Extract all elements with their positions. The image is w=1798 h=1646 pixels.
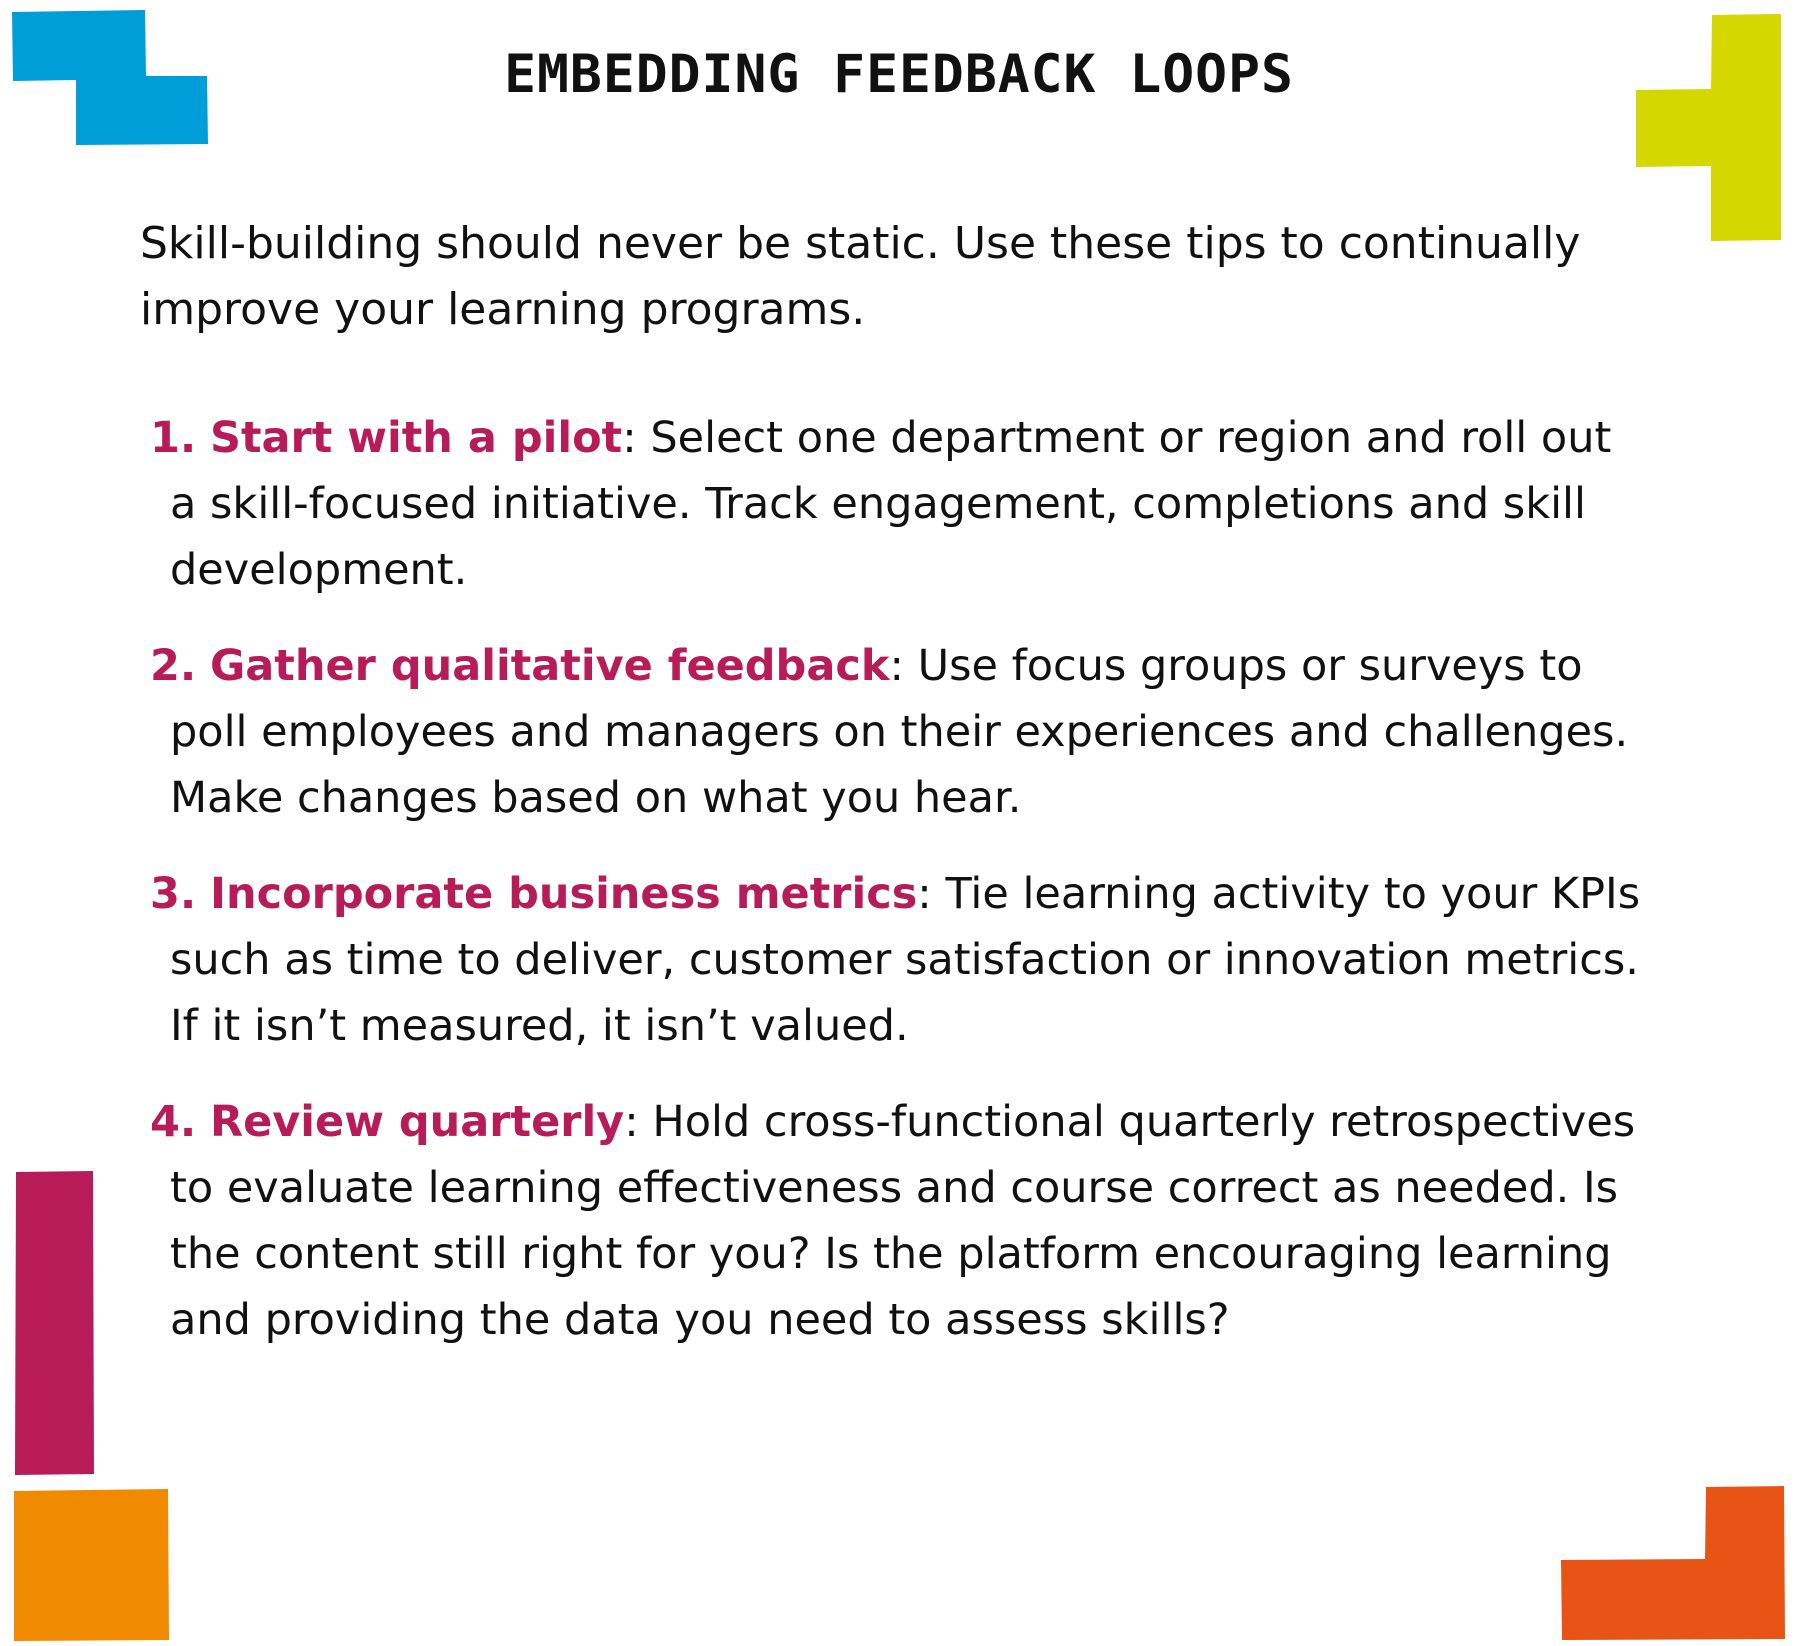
tip-number: 2. <box>150 641 197 691</box>
tip-text <box>170 1089 1650 1353</box>
page-title: EMBEDDING FEEDBACK LOOPS <box>504 44 1294 105</box>
tip-body: : Use focus groups or surveys to poll employees and managers on their experiences and challenges. Make changes based on what you hear. <box>170 641 1629 823</box>
tip-number: 3. <box>150 869 197 919</box>
orange-block-shape <box>14 1489 169 1641</box>
tip-item <box>150 405 1650 603</box>
tip-body: : Select one department or region and roll out a skill-focused initiative. Track engagement, completions and skill development. <box>170 413 1612 595</box>
tip-text <box>170 405 1650 603</box>
tip-number: 4. <box>150 1097 197 1147</box>
tip-text <box>170 861 1650 1059</box>
tip-heading: Review quarterly <box>210 1097 625 1147</box>
tip-item <box>150 633 1650 831</box>
tip-heading: Incorporate business metrics <box>210 869 918 919</box>
tip-heading: Gather qualitative feedback <box>210 641 890 691</box>
tips-list <box>150 405 1650 1383</box>
tip-body: : Tie learning activity to your KPIs such as time to deliver, customer satisfaction or innovation metrics. If it isn’t measured, it isn’t valued. <box>170 869 1641 1051</box>
intro-paragraph: Skill-building should never be static. Use these tips to continually improve your learning programs. <box>140 218 1581 335</box>
tip-item <box>150 861 1650 1059</box>
tip-item <box>150 1089 1650 1353</box>
red-orange-corner-shape <box>1561 1486 1785 1640</box>
magenta-bar-shape <box>15 1171 94 1475</box>
tip-text <box>170 633 1650 831</box>
tip-body: : Hold cross-functional quarterly retrospectives to evaluate learning effectiveness and course correct as needed. Is the content still right for you? Is the platform encouraging learning and providing the data you need to assess skills? <box>170 1097 1636 1345</box>
tip-number: 1. <box>150 413 197 463</box>
tip-heading: Start with a pilot <box>210 413 623 463</box>
